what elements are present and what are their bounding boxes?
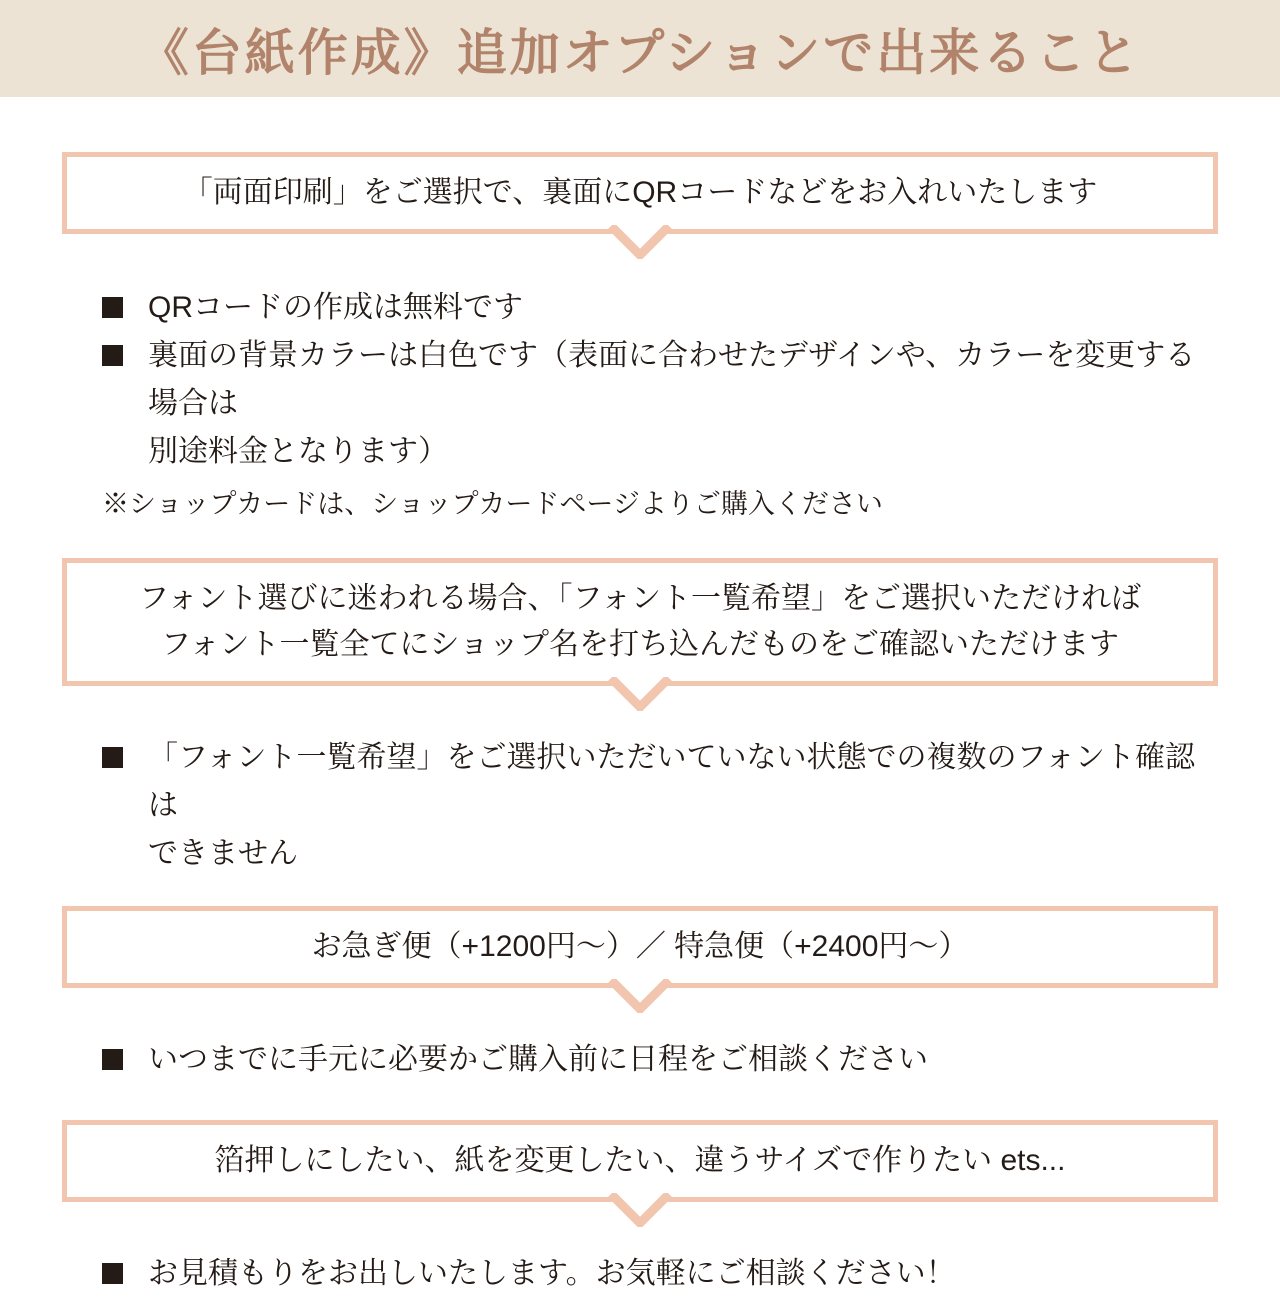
section-font-list xyxy=(62,558,1218,878)
notes-list xyxy=(102,284,1218,526)
note-text-block xyxy=(148,1036,928,1084)
note-item xyxy=(102,1036,1218,1084)
content xyxy=(0,152,1280,1298)
callout-box-custom xyxy=(62,1120,1218,1202)
note-text-block xyxy=(148,284,523,332)
section-express-delivery xyxy=(62,906,1218,1084)
note-item xyxy=(102,332,1218,476)
bullet-square-icon xyxy=(102,345,123,366)
callout-text: フォント選びに迷われる場合、「フォント一覧希望」をご選択いただければ xyxy=(139,582,1141,615)
page-header xyxy=(0,0,1280,97)
down-arrow-icon xyxy=(608,677,672,711)
note-asterisk xyxy=(102,482,1218,526)
note-text: ※ショップカードは、ショップカードページよりご購入ください xyxy=(102,489,883,519)
callout-box-font-list xyxy=(62,558,1218,686)
bullet-square-icon xyxy=(102,1049,123,1070)
note-text: 「フォント一覧希望」をご選択いただいていない状態での複数のフォント確認は xyxy=(148,741,1195,822)
bullet-square-icon xyxy=(102,297,123,318)
note-item xyxy=(102,734,1218,878)
down-arrow-icon xyxy=(608,979,672,1013)
notes-list xyxy=(102,1250,1218,1298)
note-text-block xyxy=(148,734,1218,878)
note-text: 裏面の背景カラーは白色です（表面に合わせたデザインや、カラーを変更する場合は xyxy=(148,339,1196,420)
callout-text: 箔押しにしたい、紙を変更したい、違うサイズで作りたい ets... xyxy=(214,1144,1066,1177)
note-item xyxy=(102,284,1218,332)
note-text-block xyxy=(102,482,883,526)
callout-text: フォント一覧全てにショップ名を打ち込んだものをご確認いただけます xyxy=(161,628,1119,661)
page-title: 《台紙作成》追加オプションで出来ること xyxy=(138,24,1142,81)
notes-list xyxy=(102,1036,1218,1084)
section-custom-requests xyxy=(62,1120,1218,1298)
callout-box-express xyxy=(62,906,1218,988)
note-text: QRコードの作成は無料です xyxy=(148,291,523,324)
down-arrow-icon xyxy=(608,225,672,259)
notes-list xyxy=(102,734,1218,878)
bullet-square-icon xyxy=(102,747,123,768)
bullet-square-icon xyxy=(102,1263,123,1284)
down-arrow-icon xyxy=(608,1193,672,1227)
note-text-block xyxy=(148,1250,956,1298)
note-text: お見積もりをお出しいたします。お気軽にご相談ください！ xyxy=(148,1257,956,1290)
note-text: いつまでに手元に必要かご購入前に日程をご相談ください xyxy=(148,1043,928,1076)
callout-text: お急ぎ便（+1200円〜）／ 特急便（+2400円〜） xyxy=(311,930,969,963)
note-text-block xyxy=(148,332,1218,476)
section-double-sided-print xyxy=(62,152,1218,526)
callout-text: 「両面印刷」をご選択で、裏面にQRコードなどをお入れいたします xyxy=(182,176,1098,209)
callout-box-double-sided xyxy=(62,152,1218,234)
note-text: 別途料金となります） xyxy=(148,435,448,468)
note-text: できません xyxy=(148,837,298,870)
note-item xyxy=(102,1250,1218,1298)
